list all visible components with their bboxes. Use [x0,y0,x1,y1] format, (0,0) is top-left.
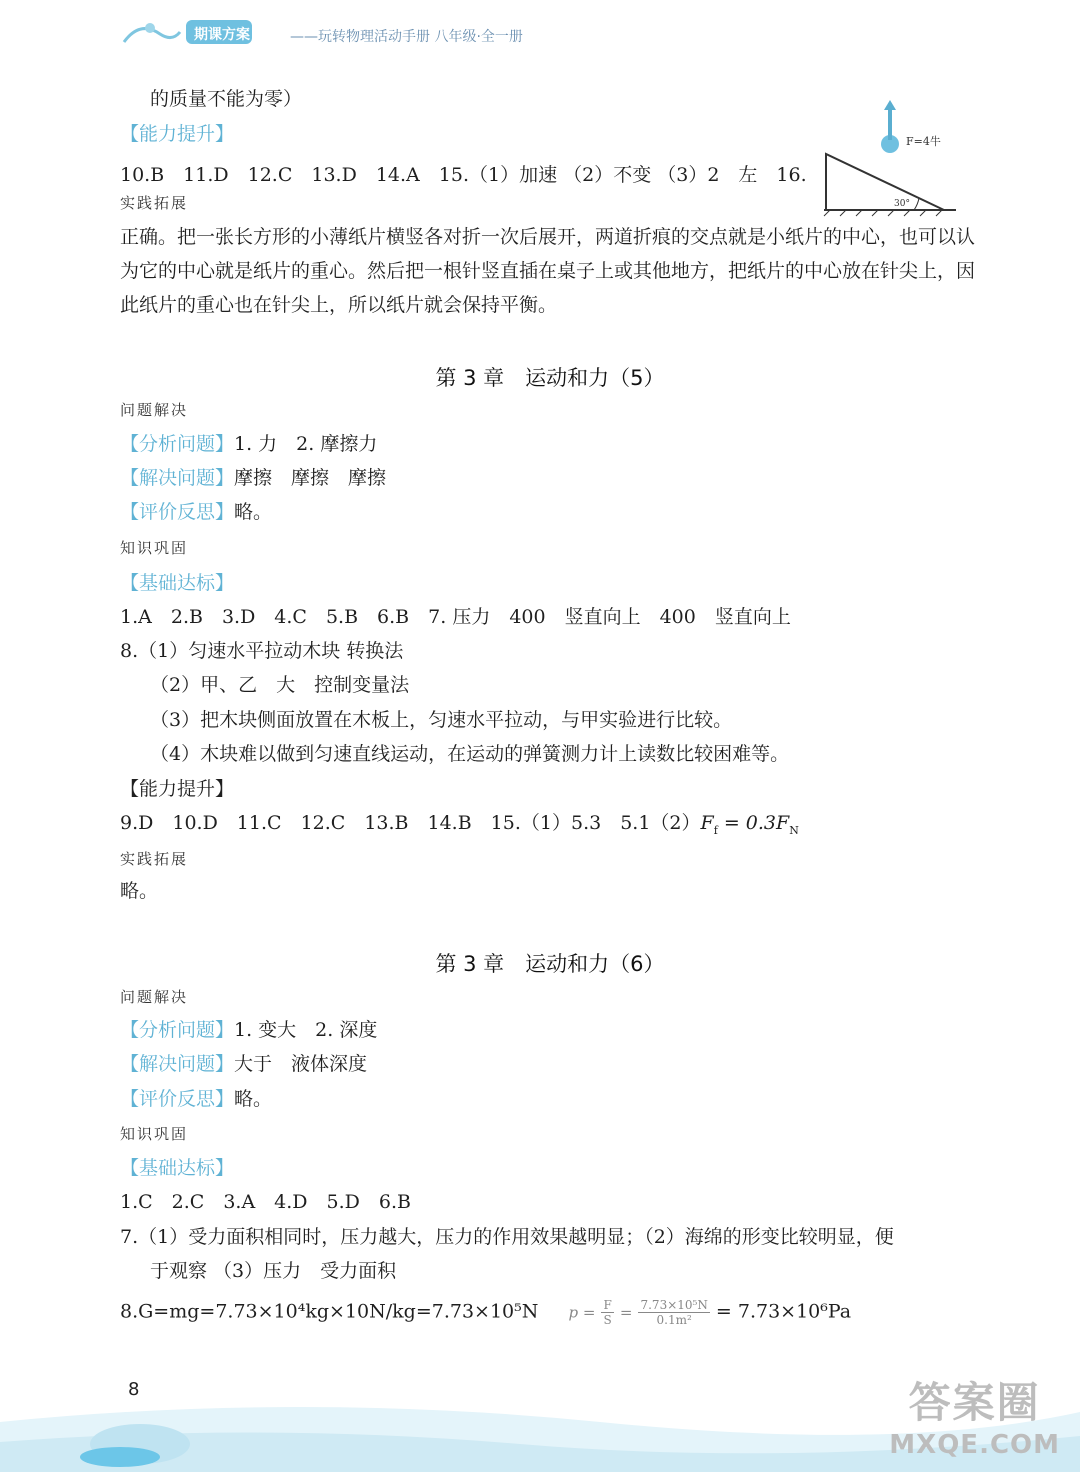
q8-result: = 7.73×10⁶Pa [715,1300,852,1323]
chapter-title-6: 第 3 章 运动和力（6） [435,952,665,976]
analyze-line-6 [120,1017,377,1043]
q8-fraction-values [638,1298,709,1327]
angle-label: 30° [894,199,910,209]
practice-heading: 实践拓展 [120,194,189,212]
practice-paragraph: 正确。把一张长方形的小薄纸片横竖各对折一次后展开，两道折痕的交点就是小纸片的中心，也可以认为它的中心就是纸片的重心。然后把一根针竖直插在桌子上或其他地方，把纸片的中心放在针尖上，因此纸片的重心也在针尖上，所以纸片就会保持平衡。 [120,226,976,316]
reflect-tag: 【评价反思】 [120,501,235,523]
knowledge-heading-6: 知识巩固 [120,1125,189,1143]
q7-line-1: 7.（1）受力面积相同时，压力越大，压力的作用效果越明显；（2）海绵的形变比较明显，便 [120,1226,894,1248]
ability-answers [120,810,799,844]
ability-tag-5: 【能力提升】 [120,778,235,800]
q8-pressure-symbol: p = [568,1303,596,1322]
solve-line-6 [120,1051,367,1077]
watermark-url: MXQE.COM [889,1430,1060,1460]
knowledge-heading: 知识巩固 [120,539,189,557]
basic-answers: 1.A 2.B 3.D 4.C 5.B 6.B 7. 压力 400 竖直向上 400 竖直向上 [120,606,791,628]
problem-heading: 问题解决 [120,401,189,419]
basic-tag-6: 【基础达标】 [120,1157,235,1179]
q8-numerator: 7.73×10⁵N [640,1298,708,1312]
formula-rhs: = 0.3F [717,812,790,834]
basic-answers-6: 1.C 2.C 3.A 4.D 5.D 6.B [120,1191,411,1213]
page-number: 8 [128,1379,140,1400]
solve-tag: 【解决问题】 [120,467,235,489]
incline-force-diagram [816,98,960,218]
q8-fraction-f: F [603,1298,612,1312]
reflect-text-6: 略。 [234,1088,273,1110]
formula-sub-f: f [713,823,718,837]
watermark [889,1370,1060,1460]
basic-tag: 【基础达标】 [120,572,235,594]
page-header [120,12,980,52]
text-line: 的质量不能为零） [150,88,303,110]
reflect-line [120,499,272,525]
q8-fraction-fs [601,1298,613,1327]
reflect-tag-6: 【评价反思】 [120,1088,235,1110]
chapter-title-5: 第 3 章 运动和力（5） [435,366,665,390]
q8-gravity: 8.G=mg=7.73×10⁴kg×10N/kg=7.73×10⁵N [120,1300,539,1323]
analyze-tag-6: 【分析问题】 [120,1019,235,1041]
q8-fraction-s: S [603,1313,612,1327]
ability-tag: 【能力提升】 [120,123,235,145]
solve-text: 摩擦 摩擦 摩擦 [234,467,387,489]
q8-equals: = [619,1303,633,1322]
practice-heading-5: 实践拓展 [120,850,189,868]
q8-line-4: （4）木块难以做到匀速直线运动，在运动的弹簧测力计上读数比较困难等。 [150,743,790,765]
q7-line-2: 于观察 （3）压力 受力面积 [150,1260,397,1282]
solve-tag-6: 【解决问题】 [120,1053,235,1075]
solve-line [120,465,386,491]
force-label: F=4牛 [906,135,941,148]
analyze-tag: 【分析问题】 [120,433,235,455]
reflect-text: 略。 [234,501,273,523]
practice-text-5: 略。 [120,880,159,902]
problem-heading-6: 问题解决 [120,988,189,1006]
formula-sub-n: N [789,823,799,837]
q8-line-2: （2）甲、乙 大 控制变量法 [150,674,410,696]
solve-text-6: 大于 液体深度 [234,1053,368,1075]
q8-calculation [120,1298,851,1327]
analyze-text-6: 1. 变大 2. 深度 [234,1019,378,1041]
header-subtitle: ——玩转物理活动手册 八年级·全一册 [290,29,523,45]
series-name: 期课方案 [194,27,250,43]
formula-f: F [700,812,714,834]
q8-line-3: （3）把木块侧面放置在木板上，匀速水平拉动，与甲实验进行比较。 [150,709,733,731]
q8-denominator: 0.1m² [656,1313,692,1327]
watermark-title: 答案圈 [908,1378,1041,1427]
reflect-line-6 [120,1086,272,1112]
ability-answers-text: 9.D 10.D 11.C 12.C 13.B 14.B 15.（1）5.3 5.1（2） [120,812,701,834]
q8-line-1: 8.（1）匀速水平拉动木块 转换法 [120,640,404,662]
answers-line: 10.B 11.D 12.C 13.D 14.A 15.（1）加速 （2）不变 （3）2 左 16. [120,164,807,186]
analyze-line [120,431,377,457]
analyze-text: 1. 力 2. 摩擦力 [234,433,378,455]
